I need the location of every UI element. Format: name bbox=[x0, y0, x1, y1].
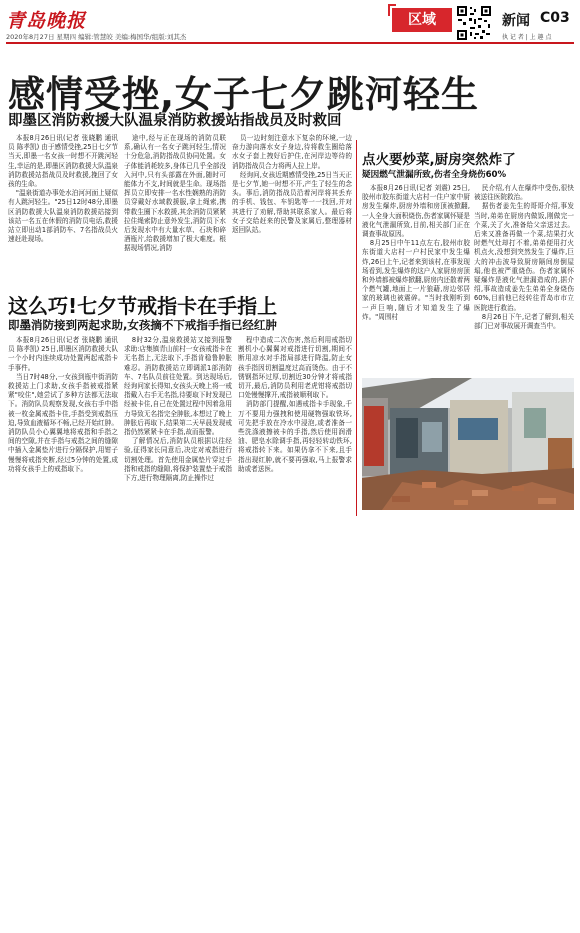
lead-paragraph: 本报8月26日讯(记者 张晓鹏 通讯员 陈孝凯) 由于感情受挫,25日七夕节当天,即墨一名女孩一时想不开跳河轻生,幸运的是,即墨区消防救援大队温泉消防救援站指战员及时救援,挽回了女孩的生命。 bbox=[8, 134, 118, 189]
lead-headline: 感情受挫,女子七夕跳河轻生 bbox=[8, 73, 480, 116]
story2-paragraph: 当日7时48分,一女孩到瓶中街消防救援站上门求助,女孩手指被戒指紧紧"咬住",她尝试了多种方法都无法取下。消防队员观察发现,女孩右手中指被一枚金属戒指卡住,手指受到戒指压迫,导致血液循环不畅,已经开始红肿。消防队员小心翼翼地将戒指和手指之间的空隙,并在手指与戒指之间的缝隙中插入金属垫片进行分隔保护,用钳子慢慢将戒指夹断,经过5分钟的处置,成功将女孩手上的戒指取下。 bbox=[8, 372, 118, 473]
lead-column-1 bbox=[8, 134, 118, 282]
story2-column-2 bbox=[124, 336, 232, 516]
lead-subheadline: 即墨区消防救援大队温泉消防救援站指战员及时救回 bbox=[8, 113, 342, 129]
lead-column-2 bbox=[124, 134, 226, 282]
lead-paragraph: 经询问,女孩近期感情受挫,25日当天正是七夕节,她一时想不开,产生了轻生的念头。事后,消防指战员沿着河岸将其丢弃的手机、钱包、车钥匙等一一找回,并对其进行了劝解,帮助其联系家人。最后将女子交给赶来的民警及家属后,整理器材返回队站。 bbox=[232, 170, 352, 235]
story3-column-1 bbox=[362, 184, 470, 374]
story2-paragraph: 了解情况后,消防队员根据以往经验,征得家长同意后,决定对戒指进行切割处理。首先使用金属垫片穿过手指和戒指的缝隙,将保护装置垫于戒指下方,进行物理隔离,防止操作过 bbox=[124, 437, 232, 483]
lead-paragraph: 途中,经与正在现场的消防员联系,确认有一名女子跳河轻生,情况十分危急,消防指战员协同处置。女子体能消耗较多,身体已几乎全部没入河中,只有头部露在外面,随时可能体力不支,时间就是生命。现场指挥员立即安排一名水性娴熟的消防员穿戴好水域救援服,拿上绳索,携带救生圈下水救援,其余消防员紧紧拉住绳索防止意外发生,消防员下水后发现水中有大量水草、石块和碎酒瓶片,给救援增加了极大难度。根据现场情况,消防 bbox=[124, 134, 226, 253]
explosion-scene-photo bbox=[362, 378, 574, 510]
story2-subheadline: 即墨消防接到两起求助,女孩摘不下戒指手指已经红肿 bbox=[8, 318, 277, 332]
story3-paragraph: 本报8月26日讯(记者 刘震) 25日,胶州市胶东街道大店村一住户家中厨房发生爆炸,厨房外墙和房顶被掀翻,一人全身大面积烧伤,伤者家属怀疑是液化气泄漏所致,目前,相关部门正在调查事故原因。 bbox=[362, 184, 470, 239]
region-tag: 区域 bbox=[392, 8, 452, 32]
newspaper-logo: 青岛晚报 bbox=[6, 10, 87, 32]
section-name: 新闻 bbox=[502, 13, 530, 29]
story3-paragraph: 民介绍,有人在爆炸中受伤,很快被送往医院救治。 bbox=[474, 184, 574, 202]
story3-paragraph: 8月26日下午,记者了解到,相关部门已对事故展开调查当中。 bbox=[474, 312, 574, 331]
story2-column-1 bbox=[8, 336, 118, 516]
lead-column-3 bbox=[232, 134, 352, 282]
story2-paragraph: 消防部门提醒,如遇戒指卡手现象,千万不要用力强拽和使用硬物强取铁环,可先把手放在冷水中浸泡,或者准备一些洗涤液擦被卡的手指,然后使用润滑油、肥皂水除调手指,再轻轻转动铁环,将戒指转下来。如果仍拿不下来,且手指出现红肿,就不要再强取,马上报警求助或者送医。 bbox=[238, 400, 352, 473]
page-number: C03 bbox=[540, 10, 570, 26]
story3-paragraph: 据伤者姜先生的哥哥介绍,事发当时,弟弟在厨房内做饭,刚做完一个菜,关了火,准备给父亲送过去。后来又准备再做一个菜,结果打火时燃气灶却打不着,弟弟便用打火机点火,没想到突然发生了爆炸,巨大的冲击波导致厨房隔间房倒屋塌,他也被严重烧伤。伤者家属怀疑爆炸是液化气泄漏造成的,据介绍,事故造成姜先生弟弟全身烧伤60%,目前他已经转往青岛市市立医院进行救治。 bbox=[474, 202, 574, 312]
story2-paragraph: 8时32分,温泉救援站又接到报警求助:店集镇青山前村一女孩戒指卡在无名指上,无法取下,手指肯稳鲁肿胀难忍。消防救援站立即调派1部消防车、7名队员前往处置。到达现场后,经询问家长得知,女孩头天晚上将一戒指戴入右手无名指,待要取下时发现已经被卡住,自己在处置过程中因着急用力导致无名指完全肿胀,本想过了晚上肿胀后再取下,结果第二天早晨发现戒指仍然紧紧卡在手指,故而报警。 bbox=[124, 336, 232, 437]
qr-code-icon bbox=[456, 5, 492, 41]
story3-paragraph: 8月25日中午11点左右,胶州市胶东街道大店村一户村民家中发生爆炸,26日上午,记者来到该村,在事发现场看到,发生爆炸的这户人家厨房房顶和外墙都被爆炸掀翻,厨房内还散着两个燃气罐,地面上一片狼藉,房边邻居家的玻璃也被震碎。"当时我刚听到一声巨响,随后才知道发生了爆炸。"周围村 bbox=[362, 239, 470, 321]
story3-column-2 bbox=[474, 184, 574, 374]
story2-headline: 这么巧!七夕节戒指卡在手指上 bbox=[8, 294, 278, 318]
issue-meta: 2020年8月27日 星期四 编辑:管慧皎 美编:梅国华/组版:刘其杰 bbox=[6, 33, 187, 41]
story3-headline: 点火要炒菜,厨房突然炸了 bbox=[362, 152, 516, 168]
lead-paragraph: 员一边时刻注意水下复杂的环境,一边奋力游向落水女子身边,待将救生圈给落水女子套上拽好后护住,在河岸边等待的消防指战员合力将两人拉上岸。 bbox=[232, 134, 352, 170]
lead-paragraph: "温泉街道办事处水泊河河面上疑似有人跳河轻生。"25日12时48分,即墨区消防救援大队温泉消防救援站接到该站一名五在休假的消防员电话,救援站立即出动1部消防车、7名指战员火速赶赴现场。 bbox=[8, 189, 118, 244]
story2-column-3 bbox=[238, 336, 352, 516]
story2-paragraph: 本报8月26日讯(记者 张晓鹏 通讯员 陈孝凯) 25日,即墨区消防救援大队一个小时内连续成功处置两起戒指卡手事件。 bbox=[8, 336, 118, 372]
story2-paragraph: 程中造成二次伤害,然后利用戒指切割机小心翼翼对戒指进行切割,期间不断用凉水对手指局部进行降温,防止女孩手指因切割温度过高而烫伤。由于不锈钢指环过厚,切割近30分钟才将戒指切开,最后,消防员利用老虎钳将戒指切口处慢慢撑开,戒指被顺利取下。 bbox=[238, 336, 352, 400]
masthead-divider bbox=[6, 42, 574, 44]
column-divider bbox=[356, 140, 357, 516]
section-editor: 执 记 者 | 上 趣 点 bbox=[502, 34, 552, 41]
story3-subheadline: 疑因燃气泄漏所致,伤者全身烧伤60% bbox=[362, 170, 507, 180]
